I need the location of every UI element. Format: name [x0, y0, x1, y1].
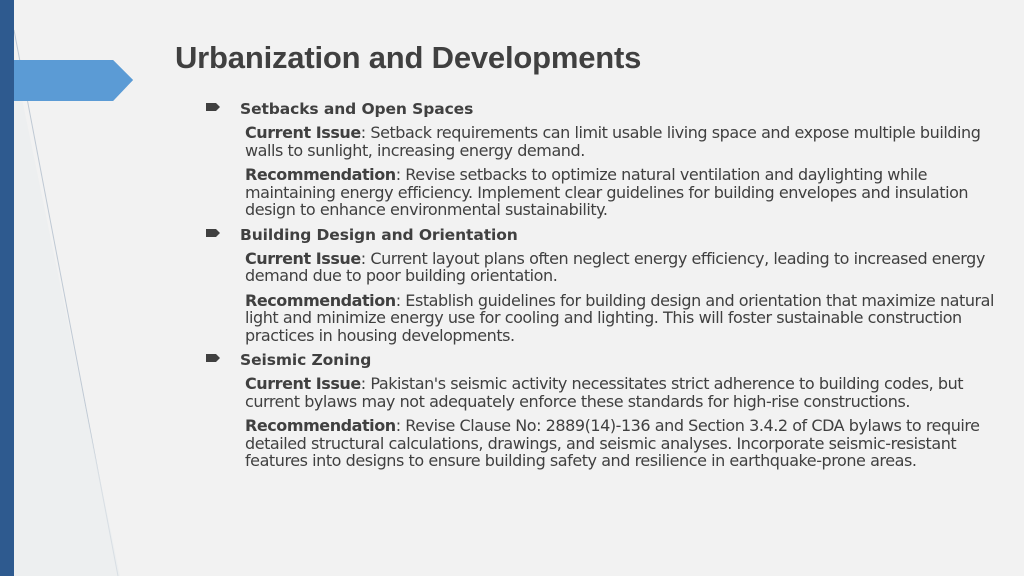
recommendation-label: Recommendation — [245, 165, 396, 184]
section-setbacks — [206, 98, 1006, 219]
slide-title: Urbanization and Developments — [175, 40, 642, 75]
title-arrow-marker-front — [14, 60, 133, 101]
arrow-bullet-icon — [206, 354, 220, 362]
section-seismic-zoning — [206, 349, 1006, 470]
recommendation-label: Recommendation — [245, 290, 396, 310]
current-issue-text: : Pakistan's seismic activity necessitates strict adherence to building codes, but current bylaws may not adequately enforce these standards for high-rise constructions. — [245, 374, 964, 411]
arrow-bullet-icon — [206, 103, 220, 111]
recommendation-paragraph — [245, 166, 1006, 219]
recommendation-paragraph — [245, 417, 1006, 470]
current-issue-paragraph — [245, 124, 1006, 159]
section-heading: Setbacks and Open Spaces — [240, 100, 474, 118]
section-heading: Building Design and Orientation — [240, 225, 518, 244]
arrow-bullet-icon — [206, 229, 220, 237]
current-issue-label: Current Issue — [245, 248, 361, 268]
recommendation-text: : Revise Clause No: 2889(14)-136 and Section 3.4.2 of CDA bylaws to require detailed structural calculations, drawings, and seismic analyses. Incorporate seismic-resistant features into designs to ensure building safety and resilience in earthquake-prone areas. — [245, 416, 980, 470]
slide-body — [206, 98, 1006, 470]
current-issue-text: : Setback requirements can limit usable living space and expose multiple building walls to sunlight, increasing energy demand. — [245, 123, 981, 160]
recommendation-label: Recommendation — [245, 416, 396, 435]
current-issue-paragraph — [245, 375, 1006, 410]
section-heading: Seismic Zoning — [240, 351, 372, 369]
recommendation-text: : Revise setbacks to optimize natural ventilation and daylighting while maintaining energy efficiency. Implement clear guidelines for building envelopes and insulation design to enhance environmental sustainability. — [245, 165, 969, 219]
recommendation-paragraph — [245, 292, 1006, 345]
current-issue-label: Current Issue — [245, 374, 361, 393]
decorative-line-shadow — [14, 60, 120, 576]
current-issue-label: Current Issue — [245, 123, 361, 142]
recommendation-text: : Establish guidelines for building design and orientation that maximize natural light and minimize energy use for cooling and lighting. This will foster sustainable construction practices in housing developments. — [245, 290, 995, 345]
current-issue-text: : Current layout plans often neglect energy efficiency, leading to increased energy demand due to poor building orientation. — [245, 248, 985, 285]
current-issue-paragraph — [245, 250, 1006, 285]
left-accent-bar-top — [0, 0, 14, 576]
section-building-design — [206, 224, 1006, 345]
